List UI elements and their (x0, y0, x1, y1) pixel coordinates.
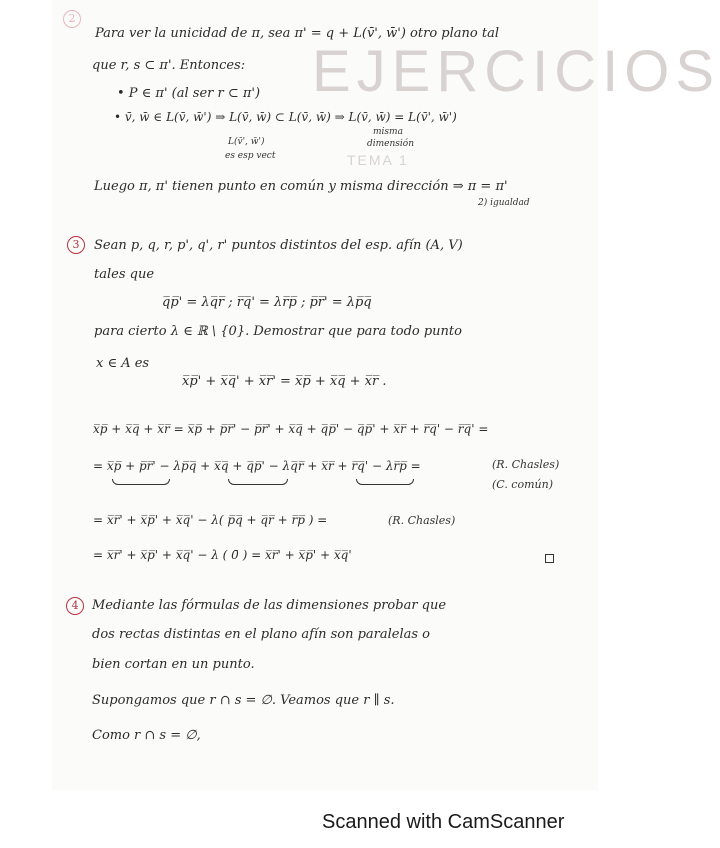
text-line: • P ∈ π' (al ser r ⊂ π') (117, 86, 261, 101)
annotation: (R. Chasles) (388, 514, 456, 527)
underbrace (112, 479, 170, 485)
text-line: = x̅r̅' + x̅p̅' + x̅q̅' − λ ( 0̄ ) = x̅r̅' + x̅p̅' + x̅q̅' (93, 548, 352, 562)
text-line: Supongamos que r ∩ s = ∅. Veamos que r ∥ s. (92, 693, 395, 708)
background-bleed-subtitle: TEMA 1 (347, 152, 409, 168)
annotation: L(v̄', w̄') (228, 137, 265, 147)
annotation: (R. Chasles) (492, 458, 560, 471)
background-bleed-title: EJERCICIOS (312, 39, 720, 104)
text-line: Para ver la unicidad de π, sea π' = q + L(v̄', w̄') otro plano tal (95, 26, 499, 41)
text-line: Mediante las fórmulas de las dimensiones probar que (92, 598, 447, 613)
item-number-4: 4 (66, 597, 84, 615)
text-line: dos rectas distintas en el plano afín son paralelas o (92, 627, 430, 642)
annotation: 2) igualdad (478, 198, 530, 208)
scanner-watermark: Scanned with CamScanner (322, 811, 565, 833)
annotation: misma (373, 127, 403, 137)
text-line: x ∈ A es (96, 356, 150, 371)
text-line: x̅p̅ + x̅q̅ + x̅r̅ = x̅p̅ + p̅r̅' − p̅r̅' + x̅q̅ + q̅p̅' − q̅p̅' + x̅r̅ + r̅q̅' − r̅q̅' = (93, 422, 489, 436)
annotation: dimensión (367, 139, 415, 149)
text-line: tales que (94, 267, 155, 282)
text-line: que r, s ⊂ π'. Entonces: (92, 58, 246, 73)
text-line: Sean p, q, r, p', q', r' puntos distintos del esp. afín (A, V) (94, 238, 463, 253)
text-line: Luego π, π' tienen punto en común y misma dirección ⇒ π = π' (94, 179, 508, 194)
annotation: es esp vect (225, 151, 276, 161)
text-line: = x̅p̅ + p̅r̅' − λp̅q̅ + x̅q̅ + q̅p̅' − λq̅r̅ + x̅r̅ + r̅q̅' − λr̅p̅ = (93, 459, 421, 473)
text-line: q̅p̅' = λq̅r̅ ; r̅q̅' = λr̅p̅ ; p̅r̅' = λp̅q̅ (162, 295, 372, 310)
text-line: x̅p̅' + x̅q̅' + x̅r̅' = x̅p̅ + x̅q̅ + x̅r̅ . (182, 374, 387, 389)
qed-square (545, 554, 554, 563)
text-line: = x̅r̅' + x̅p̅' + x̅q̅' − λ( p̅q̅ + q̅r̅ + r̅p̅ ) = (93, 513, 328, 527)
text-line: Como r ∩ s = ∅, (92, 728, 201, 743)
text-line: bien cortan en un punto. (92, 657, 255, 672)
item-number-prev: 2 (63, 10, 81, 28)
underbrace (228, 479, 288, 485)
annotation: (C. común) (492, 478, 553, 491)
item-number-3: 3 (67, 236, 85, 254)
underbrace (356, 479, 414, 485)
text-line: para cierto λ ∈ ℝ \ {0}. Demostrar que para todo punto (94, 324, 462, 339)
text-line: • v̄, w̄ ∈ L(v̄, w̄') ⇒ L(v̄, w̄) ⊂ L(v̄, w̄) ⇒ L(v̄, w̄) = L(v̄', w̄') (114, 110, 457, 124)
